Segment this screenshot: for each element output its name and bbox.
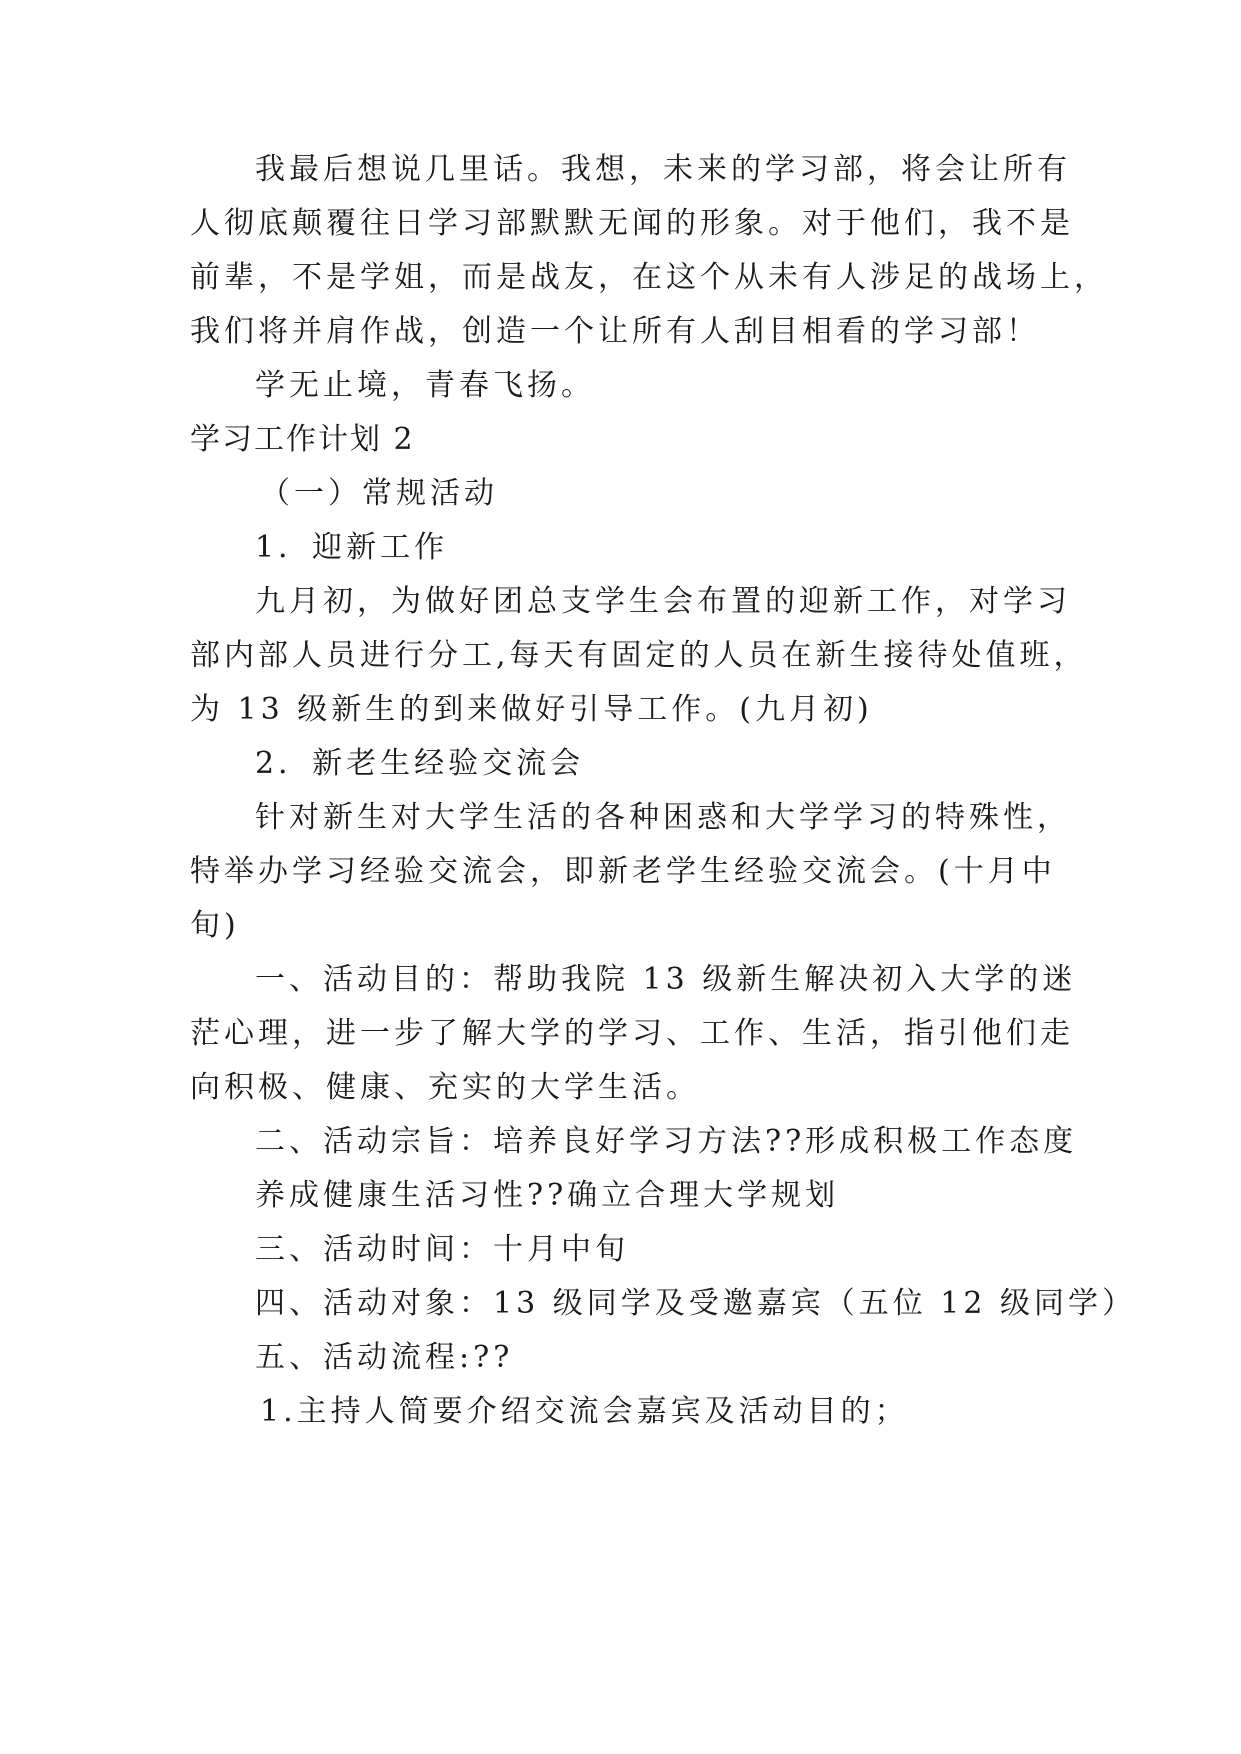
paragraph-line: 茫心理，进一步了解大学的学习、工作、生活，指引他们走: [190, 1016, 1074, 1051]
paragraph-line: 针对新生对大学生活的各种困惑和大学学习的特殊性，: [255, 800, 1071, 835]
subsection-title: （一）常规活动: [260, 476, 498, 511]
paragraph-line: 四、活动对象：13 级同学及受邀嘉宾（五位 12 级同学）: [255, 1286, 1136, 1321]
paragraph-line: 九月初，为做好团总支学生会布置的迎新工作，对学习: [255, 584, 1071, 619]
paragraph-line: 三、活动时间：十月中旬: [255, 1232, 629, 1267]
paragraph-line: 五、活动流程:??: [255, 1340, 514, 1375]
section-title: 学习工作计划 2: [190, 422, 415, 457]
paragraph-line: 养成健康生活习性??确立合理大学规划: [255, 1178, 840, 1213]
paragraph-line: 一、活动目的：帮助我院 13 级新生解决初入大学的迷: [255, 962, 1077, 997]
paragraph-line: 旬): [190, 908, 240, 943]
paragraph-line: 我们将并肩作战，创造一个让所有人刮目相看的学习部！: [190, 314, 1040, 349]
list-heading: 2．新老生经验交流会: [255, 746, 585, 781]
paragraph-line: 特举办学习经验交流会，即新老学生经验交流会。(十月中: [190, 854, 1056, 889]
paragraph-line: 人彻底颠覆往日学习部默默无闻的形象。对于他们，我不是: [190, 206, 1074, 241]
paragraph-line: 二、活动宗旨：培养良好学习方法??形成积极工作态度: [255, 1124, 1078, 1159]
paragraph-line: 我最后想说几里话。我想，未来的学习部，将会让所有: [255, 152, 1071, 187]
list-heading: 1．迎新工作: [255, 530, 449, 565]
paragraph-line: 学无止境，青春飞扬。: [255, 368, 595, 403]
paragraph-line: 向积极、健康、充实的大学生活。: [190, 1070, 700, 1105]
paragraph-line: 部内部人员进行分工,每天有固定的人员在新生接待处值班，: [190, 638, 1088, 673]
paragraph-line: 前辈，不是学姐，而是战友，在这个从未有人涉足的战场上，: [190, 260, 1108, 295]
paragraph-line: 为 13 级新生的到来做好引导工作。(九月初): [190, 692, 873, 727]
list-item: 1.主持人简要介绍交流会嘉宾及活动目的；: [260, 1394, 909, 1429]
